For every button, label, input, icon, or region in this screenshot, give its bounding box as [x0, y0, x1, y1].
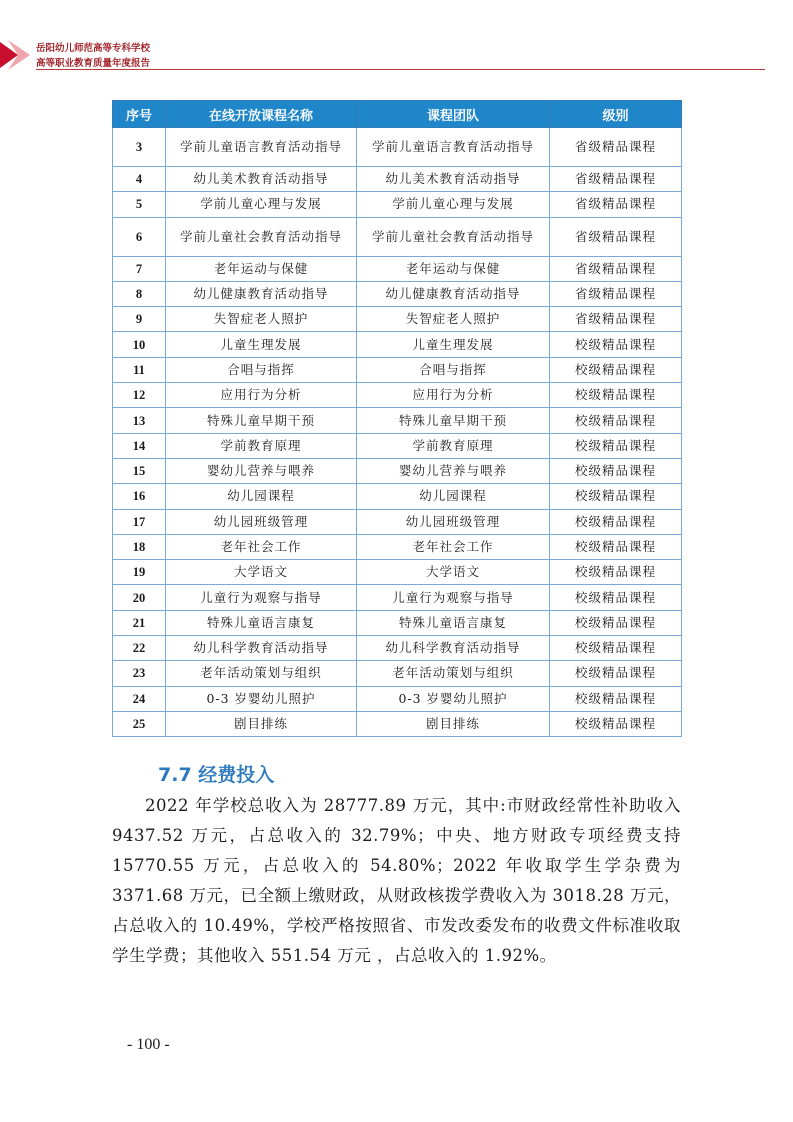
cell-level: 校级精品课程 — [550, 484, 682, 509]
cell-level: 校级精品课程 — [550, 585, 682, 610]
cell-number: 3 — [113, 128, 166, 167]
cell-number: 17 — [113, 509, 166, 534]
cell-course-name: 应用行为分析 — [166, 383, 357, 408]
cell-course-team: 应用行为分析 — [357, 383, 550, 408]
cell-course-name: 儿童生理发展 — [166, 332, 357, 357]
table-row — [113, 610, 682, 635]
cell-course-team: 老年运动与保健 — [357, 256, 550, 281]
table-row — [113, 383, 682, 408]
cell-level: 省级精品课程 — [550, 128, 682, 167]
section-title: 7.7 经费投入 — [158, 764, 275, 786]
cell-level: 省级精品课程 — [550, 192, 682, 217]
cell-course-team: 特殊儿童语言康复 — [357, 610, 550, 635]
column-header-course-team: 课程团队 — [357, 101, 550, 128]
cell-level: 校级精品课程 — [550, 610, 682, 635]
cell-course-name: 剧目排练 — [166, 711, 357, 736]
cell-course-name: 失智症老人照护 — [166, 307, 357, 332]
cell-level: 校级精品课程 — [550, 560, 682, 585]
header-logo-icon — [0, 36, 34, 74]
cell-level: 校级精品课程 — [550, 433, 682, 458]
cell-course-team: 幼儿美术教育活动指导 — [357, 167, 550, 192]
cell-course-team: 剧目排练 — [357, 711, 550, 736]
cell-course-name: 合唱与指挥 — [166, 357, 357, 382]
cell-level: 校级精品课程 — [550, 383, 682, 408]
table-row — [113, 332, 682, 357]
table-row — [113, 686, 682, 711]
cell-course-name: 学前儿童心理与发展 — [166, 192, 357, 217]
cell-course-name: 幼儿科学教育活动指导 — [166, 636, 357, 661]
cell-level: 校级精品课程 — [550, 357, 682, 382]
online-course-table — [112, 100, 682, 737]
cell-course-team: 学前儿童社会教育活动指导 — [357, 217, 550, 256]
cell-course-team: 幼儿园课程 — [357, 484, 550, 509]
cell-course-team: 儿童生理发展 — [357, 332, 550, 357]
column-header-course-name: 在线开放课程名称 — [166, 101, 357, 128]
cell-course-name: 学前儿童语言教育活动指导 — [166, 128, 357, 167]
table-row — [113, 661, 682, 686]
cell-level: 校级精品课程 — [550, 458, 682, 483]
cell-course-team: 老年活动策划与组织 — [357, 661, 550, 686]
cell-number: 23 — [113, 661, 166, 686]
cell-course-name: 大学语文 — [166, 560, 357, 585]
table-row — [113, 534, 682, 559]
column-header-level: 级别 — [550, 101, 682, 128]
cell-number: 12 — [113, 383, 166, 408]
cell-level: 校级精品课程 — [550, 509, 682, 534]
cell-course-name: 学前教育原理 — [166, 433, 357, 458]
header-report-title: 高等职业教育质量年度报告 — [36, 58, 151, 69]
cell-course-team: 特殊儿童早期干预 — [357, 408, 550, 433]
cell-number: 19 — [113, 560, 166, 585]
cell-level: 省级精品课程 — [550, 256, 682, 281]
cell-course-team: 失智症老人照护 — [357, 307, 550, 332]
cell-course-team: 学前儿童语言教育活动指导 — [357, 128, 550, 167]
cell-course-team: 婴幼儿营养与喂养 — [357, 458, 550, 483]
cell-course-team: 大学语文 — [357, 560, 550, 585]
table-row — [113, 636, 682, 661]
cell-level: 省级精品课程 — [550, 307, 682, 332]
cell-course-name: 学前儿童社会教育活动指导 — [166, 217, 357, 256]
cell-number: 6 — [113, 217, 166, 256]
cell-level: 省级精品课程 — [550, 217, 682, 256]
table-row — [113, 128, 682, 167]
cell-course-team: 儿童行为观察与指导 — [357, 585, 550, 610]
header-school-name: 岳阳幼儿师范高等专科学校 — [36, 43, 151, 54]
cell-number: 25 — [113, 711, 166, 736]
page-header — [0, 36, 793, 76]
cell-number: 22 — [113, 636, 166, 661]
table-header-row — [113, 101, 682, 128]
table-row — [113, 433, 682, 458]
cell-number: 16 — [113, 484, 166, 509]
table-row — [113, 192, 682, 217]
table-row — [113, 509, 682, 534]
column-header-number: 序号 — [113, 101, 166, 128]
cell-course-team: 学前教育原理 — [357, 433, 550, 458]
cell-level: 校级精品课程 — [550, 332, 682, 357]
cell-number: 11 — [113, 357, 166, 382]
cell-course-name: 幼儿园课程 — [166, 484, 357, 509]
table-row — [113, 281, 682, 306]
header-divider — [36, 69, 765, 70]
table-row — [113, 307, 682, 332]
table-row — [113, 711, 682, 736]
cell-level: 校级精品课程 — [550, 534, 682, 559]
cell-course-name: 0-3 岁婴幼儿照护 — [166, 686, 357, 711]
cell-number: 14 — [113, 433, 166, 458]
cell-course-team: 合唱与指挥 — [357, 357, 550, 382]
cell-number: 20 — [113, 585, 166, 610]
cell-course-team: 幼儿科学教育活动指导 — [357, 636, 550, 661]
cell-course-name: 老年活动策划与组织 — [166, 661, 357, 686]
cell-number: 7 — [113, 256, 166, 281]
cell-level: 校级精品课程 — [550, 636, 682, 661]
cell-course-team: 幼儿园班级管理 — [357, 509, 550, 534]
cell-course-team: 0-3 岁婴幼儿照护 — [357, 686, 550, 711]
cell-course-name: 特殊儿童语言康复 — [166, 610, 357, 635]
cell-number: 15 — [113, 458, 166, 483]
cell-number: 10 — [113, 332, 166, 357]
cell-course-name: 老年社会工作 — [166, 534, 357, 559]
course-table-container — [112, 100, 681, 737]
table-row — [113, 167, 682, 192]
cell-course-team: 学前儿童心理与发展 — [357, 192, 550, 217]
cell-level: 校级精品课程 — [550, 686, 682, 711]
cell-number: 9 — [113, 307, 166, 332]
table-row — [113, 585, 682, 610]
table-row — [113, 560, 682, 585]
cell-number: 24 — [113, 686, 166, 711]
cell-course-name: 儿童行为观察与指导 — [166, 585, 357, 610]
cell-number: 5 — [113, 192, 166, 217]
cell-course-name: 幼儿健康教育活动指导 — [166, 281, 357, 306]
table-row — [113, 256, 682, 281]
cell-number: 8 — [113, 281, 166, 306]
cell-number: 4 — [113, 167, 166, 192]
cell-course-name: 幼儿美术教育活动指导 — [166, 167, 357, 192]
section-paragraph: 2022 年学校总收入为 28777.89 万元，其中:市财政经常性补助收入 9437.52 万元，占总收入的 32.79%；中央、地方财政专项经费支持 15770.55 万元，占总收入的 54.80%；2022 年收取学生学杂费为 3371.68 万元，已全额上缴财政，从财政核拨学费收入为 3018.28 万元，占总收入的 10.49%，学校严格按照省、市发改委发布的收费文件标准收取学生学费；其他收入 551.54 万元 ，占总收入的 1.92%。 — [112, 796, 681, 965]
cell-number: 21 — [113, 610, 166, 635]
cell-course-name: 特殊儿童早期干预 — [166, 408, 357, 433]
cell-number: 13 — [113, 408, 166, 433]
table-row — [113, 408, 682, 433]
cell-level: 校级精品课程 — [550, 661, 682, 686]
cell-level: 校级精品课程 — [550, 408, 682, 433]
cell-level: 校级精品课程 — [550, 711, 682, 736]
page-number: - 100 - — [127, 1036, 170, 1053]
cell-course-name: 婴幼儿营养与喂养 — [166, 458, 357, 483]
table-row — [113, 458, 682, 483]
cell-number: 18 — [113, 534, 166, 559]
table-row — [113, 357, 682, 382]
cell-course-name: 幼儿园班级管理 — [166, 509, 357, 534]
cell-course-team: 幼儿健康教育活动指导 — [357, 281, 550, 306]
cell-course-team: 老年社会工作 — [357, 534, 550, 559]
cell-course-name: 老年运动与保健 — [166, 256, 357, 281]
cell-level: 省级精品课程 — [550, 167, 682, 192]
table-row — [113, 484, 682, 509]
cell-level: 省级精品课程 — [550, 281, 682, 306]
table-row — [113, 217, 682, 256]
